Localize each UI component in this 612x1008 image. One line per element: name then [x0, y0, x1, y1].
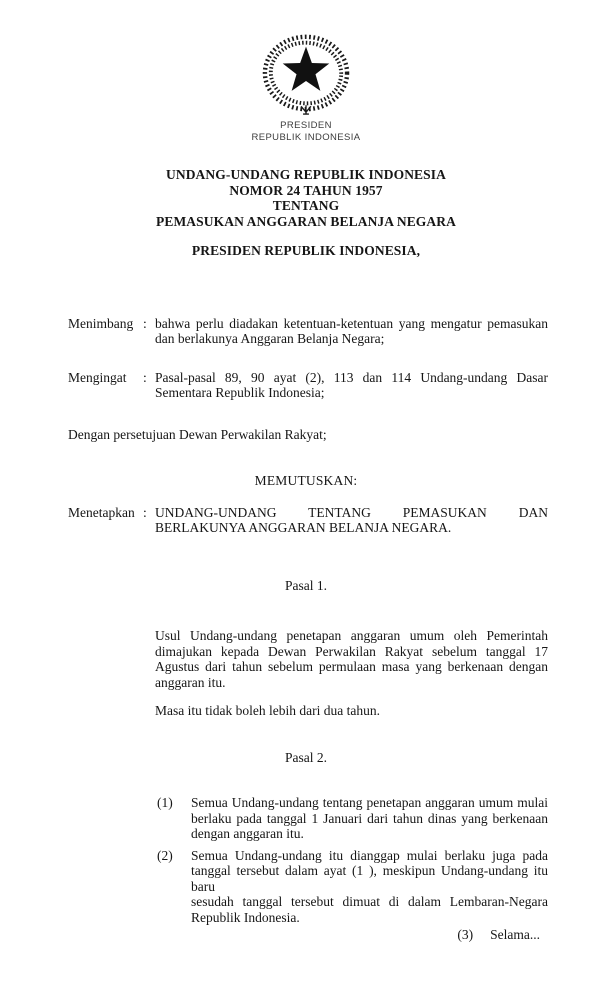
enacting-label: Menetapkan [68, 504, 135, 520]
item-2-number: (2) [157, 847, 173, 863]
article-2-item-2 [157, 848, 548, 926]
article-2-item-1 [157, 795, 548, 842]
enacting-colon: : [143, 504, 147, 520]
article-1-paragraph-1: Usul Undang-undang penetapan anggaran umum oleh Pemerintah dimajukan kepada Dewan Perwakilan Rakyat sebelum tanggal 17 Agustus dari tahun sebelum permulaan masa yang berkenaan dengan anggaran itu. [155, 628, 548, 690]
considering-text: bahwa perlu diadakan ketentuan-ketentuan yang mengatur pemasukan dan berlakunya Anggaran Belanja Negara; [155, 315, 548, 346]
observing-colon: : [143, 369, 147, 385]
catchword [0, 927, 540, 943]
observing-clause [68, 370, 548, 401]
decides-heading: MEMUTUSKAN: [254, 473, 358, 488]
article-2-heading: Pasal 2. [285, 749, 327, 765]
agreement-line: Dengan persetujuan Dewan Perwakilan Rakyat; [68, 426, 327, 442]
catchword-text: Selama... [490, 927, 540, 942]
observing-label: Mengingat [68, 369, 127, 385]
observing-text: Pasal-pasal 89, 90 ayat (2), 113 dan 114 Undang-undang Dasar Sementara Republik Indonesia; [155, 369, 548, 400]
enacting-text: UNDANG-UNDANG TENTANG PEMASUKAN DAN BERLAKUNYA ANGGARAN BELANJA NEGARA. [155, 504, 548, 535]
law-title: UNDANG-UNDANG REPUBLIK INDONESIA NOMOR 24 TAHUN 1957 TENTANG PEMASUKAN ANGGARAN BELANJA NEGARA [156, 167, 456, 229]
considering-clause [68, 316, 548, 347]
considering-colon: : [143, 315, 147, 331]
enacting-clause [68, 505, 548, 536]
article-1-heading: Pasal 1. [285, 577, 327, 593]
article-1-paragraph-2: Masa itu tidak boleh lebih dari dua tahun. [155, 703, 380, 718]
salutation: PRESIDEN REPUBLIK INDONESIA, [191, 243, 421, 258]
item-1-number: (1) [157, 795, 173, 810]
emblem-svg [250, 30, 362, 118]
considering-label: Menimbang [68, 315, 134, 331]
agency-name: PRESIDEN REPUBLIK INDONESIA [251, 120, 361, 143]
item-1-text: Semua Undang-undang tentang penetapan anggaran umum mulai berlaku pada tanggal 1 Januari dari tahun dinas yang berkenaan dengan anggaran itu. [191, 795, 548, 841]
star-icon [283, 47, 330, 91]
catchword-number: (3) [457, 927, 474, 942]
presidential-emblem [250, 30, 362, 118]
item-2-text: Semua Undang-undang itu dianggap mulai berlaku juga pada tanggal tersebut dalam ayat (1 ), meskipun Undang-undang itu baru sesudah tanggal tersebut dimuat di dalam Lembaran-Negara Republik Indonesia. [191, 847, 548, 925]
